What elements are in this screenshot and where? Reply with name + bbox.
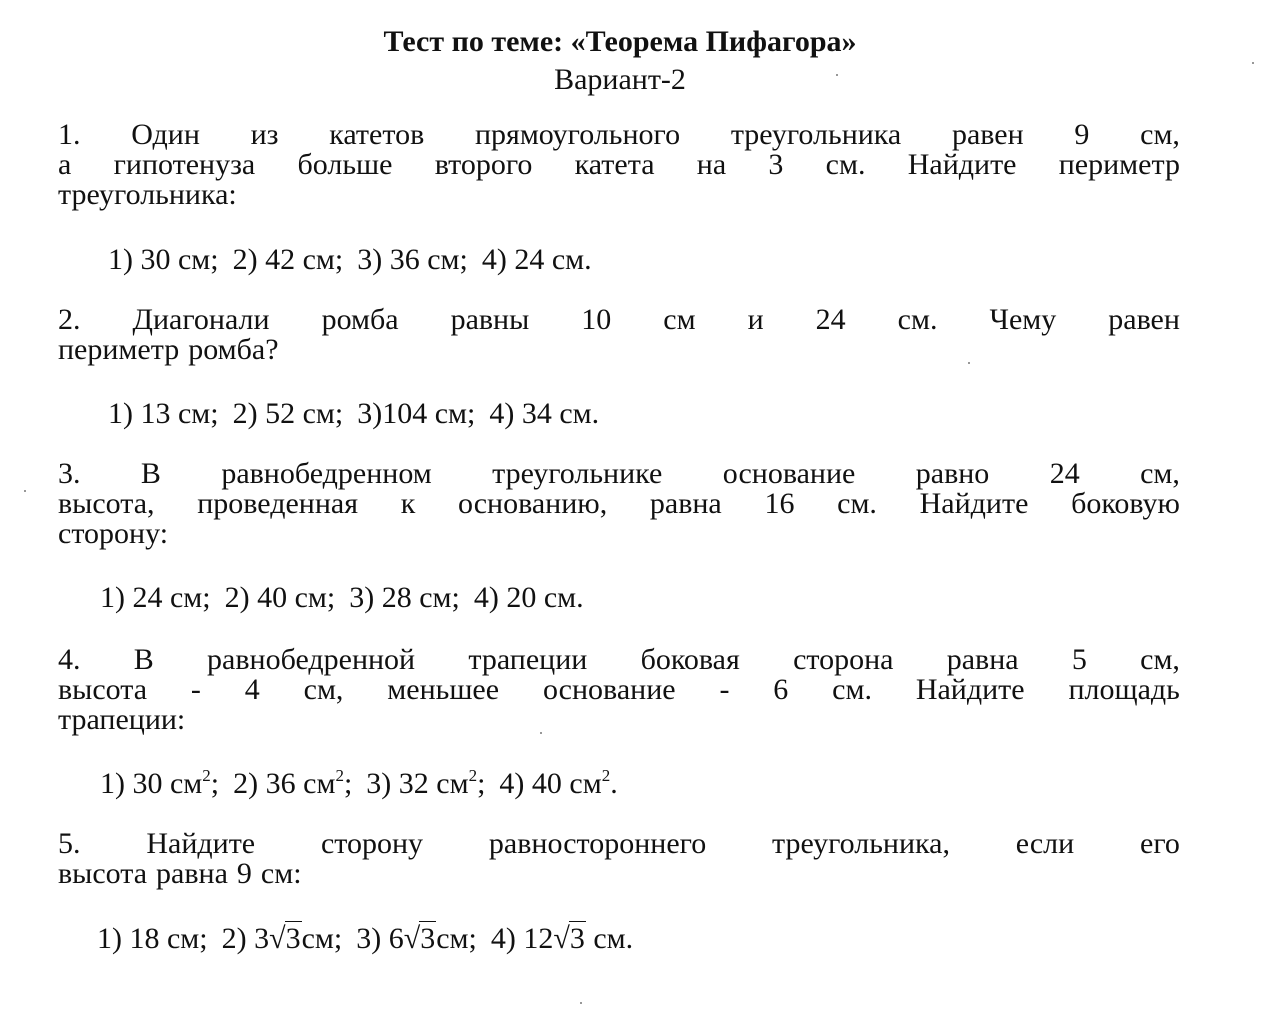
option-text: 4) 40 см [499, 767, 602, 800]
answer-option [233, 767, 352, 800]
question-word: высота [58, 857, 148, 890]
question-word: высота, [58, 487, 155, 520]
question-text-line [58, 519, 1180, 549]
question-word: периметр [1058, 148, 1180, 181]
question-word: равен [951, 118, 1024, 151]
answer-options-2 [108, 397, 613, 431]
question-word: Чему [989, 303, 1057, 336]
answer-option: 4) 34 см. [489, 397, 600, 430]
radicand: 3 [285, 922, 301, 955]
square-root [404, 922, 436, 956]
question-word: к [400, 487, 416, 520]
question-word: Диагонали [132, 303, 270, 336]
question-word: см. [825, 148, 866, 181]
question-text-line [58, 180, 1180, 210]
radical-sign-icon: √ [403, 922, 421, 955]
question-word: гипотенуза [113, 148, 256, 181]
question-word: треугольнике [492, 457, 663, 490]
question-word: трапеции [468, 643, 588, 676]
option-suffix: ; [343, 767, 353, 800]
option-suffix: ; [477, 767, 486, 800]
question-word: сторону: [58, 517, 169, 550]
question-word: треугольника [730, 118, 902, 151]
question-3 [58, 459, 1180, 549]
question-word: Найдите [146, 827, 256, 860]
option-text: 1) 30 см [100, 767, 203, 800]
answer-option [356, 922, 477, 955]
question-word: равны [450, 303, 530, 336]
question-text-line [58, 459, 1180, 489]
question-word: меньшее [387, 673, 500, 706]
question-word: 16 [764, 487, 795, 520]
question-word: а [58, 148, 72, 181]
question-word: равна [649, 487, 722, 520]
answer-option [491, 922, 633, 955]
option-text: 4) 12 [490, 922, 554, 955]
question-word: см, [1140, 457, 1180, 490]
answer-option: 2) 40 см; [224, 581, 336, 614]
question-1 [58, 120, 1180, 210]
question-word: см: [260, 857, 302, 890]
question-word: 5 [1071, 643, 1087, 676]
option-text: 3) 32 см [366, 767, 469, 800]
question-word: Найдите [915, 673, 1025, 706]
question-text-line [58, 829, 1180, 859]
exponent: 2 [202, 766, 211, 785]
question-word: прямоугольного [474, 118, 681, 151]
question-word: - [719, 673, 730, 706]
option-text: 3) 6 [356, 922, 404, 955]
question-word: сторона [793, 643, 894, 676]
question-word: равностороннего [488, 827, 707, 860]
exponent: 2 [335, 766, 344, 785]
question-word: из [250, 118, 279, 151]
question-text-line [58, 120, 1180, 150]
question-word: ромба? [188, 333, 279, 366]
question-word: см. [897, 303, 938, 336]
question-word: равно [915, 457, 990, 490]
question-text-line [58, 489, 1180, 519]
option-suffix: см; [436, 922, 477, 955]
option-text: 1) 18 см; [97, 922, 208, 955]
question-number: 4. [58, 643, 81, 676]
question-word: 6 [773, 673, 789, 706]
answer-option [366, 767, 485, 800]
exponent: 2 [468, 766, 478, 785]
answer-options-1 [108, 243, 606, 277]
answer-option: 1) 24 см; [100, 581, 211, 614]
question-word: боковая [640, 643, 740, 676]
answer-option: 4) 24 см. [481, 243, 592, 276]
question-word: 10 [581, 303, 612, 336]
question-word: основание [542, 673, 676, 706]
question-word: равнобедренном [221, 457, 432, 490]
scan-speck [1252, 62, 1254, 64]
question-word: ромба [321, 303, 399, 336]
square-root [553, 922, 585, 956]
answer-option: 1) 30 см; [108, 243, 219, 276]
question-word: его [1140, 827, 1180, 860]
question-word: на [696, 148, 727, 181]
document-title: Тест по теме: «Теорема Пифагора» [383, 25, 857, 58]
scan-speck [836, 74, 838, 76]
answer-option [97, 922, 208, 955]
question-number: 5. [58, 827, 81, 860]
question-number: 3. [58, 457, 81, 490]
question-word: равна [156, 857, 228, 890]
exponent: 2 [601, 766, 611, 785]
square-root [269, 922, 301, 956]
question-2 [58, 305, 1180, 365]
question-word: 24 [815, 303, 846, 336]
question-word: боковую [1071, 487, 1180, 520]
answer-option: 3) 36 см; [357, 243, 468, 276]
question-text-line [58, 859, 1180, 889]
question-word: больше [297, 148, 393, 181]
scan-speck [580, 1002, 582, 1004]
question-word: треугольника, [772, 827, 950, 860]
question-word: высота [58, 673, 148, 706]
scan-speck [24, 490, 26, 492]
scan-speck [968, 362, 970, 364]
question-word: трапеции: [58, 703, 186, 736]
option-suffix: ; [210, 767, 220, 800]
question-word: 4 [244, 673, 260, 706]
question-word: Один [131, 118, 200, 151]
question-text-line [58, 305, 1180, 335]
radicand: 3 [569, 922, 585, 955]
option-suffix: см. [585, 922, 634, 955]
answer-option: 1) 13 см; [108, 397, 219, 430]
question-5 [58, 829, 1180, 889]
question-word: равен [1108, 303, 1180, 336]
question-word: 9 [1074, 118, 1090, 151]
question-text-line [58, 150, 1180, 180]
question-text-line [58, 675, 1180, 705]
question-word: катета [574, 148, 655, 181]
question-number: 2. [58, 303, 81, 336]
question-word: равна [946, 643, 1019, 676]
question-word: Найдите [919, 487, 1029, 520]
answer-option: 3)104 см; [357, 397, 476, 430]
option-suffix: см; [301, 922, 343, 955]
answer-option: 2) 42 см; [232, 243, 344, 276]
question-word: см. [832, 673, 872, 706]
question-text-line [58, 645, 1180, 675]
option-text: 2) 3 [221, 922, 270, 955]
question-text-line [58, 705, 1180, 735]
question-word: второго [434, 148, 533, 181]
question-word: равнобедренной [207, 643, 416, 676]
radicand: 3 [420, 922, 436, 955]
answer-option [499, 767, 617, 800]
question-word: 24 [1049, 457, 1080, 490]
question-word: см, [303, 673, 344, 706]
question-word: см [663, 303, 696, 336]
question-word: основанию, [457, 487, 608, 520]
question-word: 3 [768, 148, 784, 181]
question-word: площадь [1068, 673, 1180, 706]
question-word: см, [1140, 643, 1180, 676]
answer-options-3 [100, 581, 598, 615]
question-4 [58, 645, 1180, 735]
question-text-line [58, 335, 1180, 365]
answer-option: 2) 52 см; [232, 397, 344, 430]
question-word: см. [837, 487, 877, 520]
question-word: 9 [236, 857, 252, 890]
question-word: Найдите [907, 148, 1017, 181]
answer-option: 3) 28 см; [349, 581, 460, 614]
radical-sign-icon: √ [553, 922, 570, 955]
answer-options-4 [100, 767, 632, 801]
question-word: и [747, 303, 764, 336]
answer-option [222, 922, 343, 955]
question-word: треугольника: [58, 178, 237, 211]
answer-option: 4) 20 см. [473, 581, 584, 614]
question-word: В [133, 643, 154, 676]
answer-option [100, 767, 219, 800]
question-word: периметр [58, 333, 180, 366]
question-word: сторону [320, 827, 424, 860]
scan-speck [540, 732, 542, 734]
question-word: проведенная [197, 487, 359, 520]
answer-options-5 [97, 922, 647, 956]
question-word: см, [1140, 118, 1180, 151]
document-subtitle: Вариант-2 [554, 63, 686, 96]
option-suffix: . [610, 767, 618, 800]
question-word: основание [722, 457, 856, 490]
question-word: катетов [329, 118, 425, 151]
question-word: - [190, 673, 201, 706]
question-word: В [140, 457, 161, 490]
radical-sign-icon: √ [269, 922, 286, 955]
question-number: 1. [58, 118, 81, 151]
question-word: если [1015, 827, 1075, 860]
option-text: 2) 36 см [233, 767, 336, 800]
